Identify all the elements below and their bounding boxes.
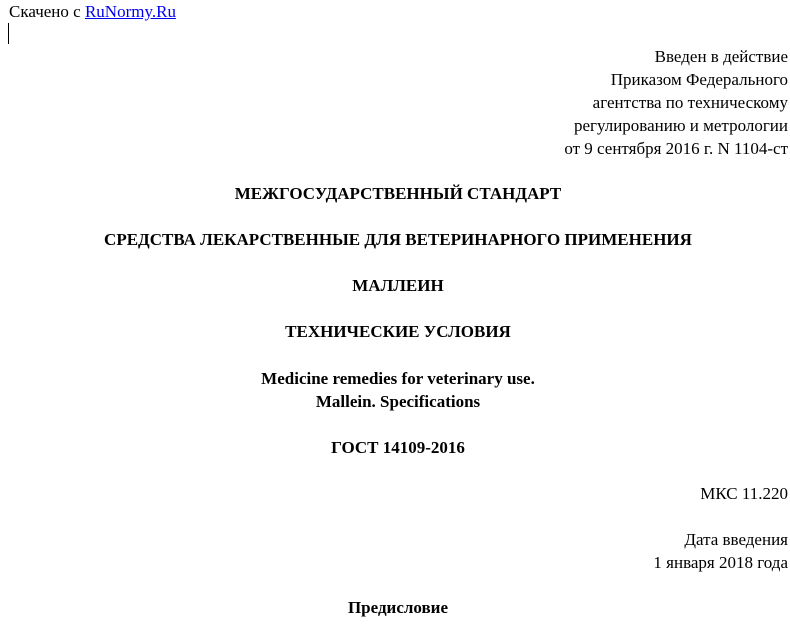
download-prefix: Скачено с: [9, 2, 81, 21]
english-title-line-2: Mallein. Specifications: [315, 392, 481, 411]
text-cursor: [8, 23, 9, 44]
approval-line-2: Приказом Федерального: [610, 70, 788, 89]
standard-type-heading: МЕЖГОСУДАРСТВЕННЫЙ СТАНДАРТ: [234, 184, 562, 203]
approval-line-3: агентства по техническому: [592, 93, 788, 112]
title-product-heading: МАЛЛЕИН: [352, 276, 444, 295]
intro-date-value: 1 января 2018 года: [653, 553, 788, 572]
approval-line-5: от 9 сентября 2016 г. N 1104-ст: [564, 139, 788, 158]
intro-date-label: Дата введения: [684, 530, 788, 549]
title-main-heading: СРЕДСТВА ЛЕКАРСТВЕННЫЕ ДЛЯ ВЕТЕРИНАРНОГО ПРИМЕНЕНИЯ: [104, 230, 692, 249]
gost-number: ГОСТ 14109-2016: [331, 438, 465, 457]
english-title-line-1: Medicine remedies for veterinary use.: [261, 369, 535, 388]
download-source-line: [9, 0, 176, 23]
title-sub-heading: ТЕХНИЧЕСКИЕ УСЛОВИЯ: [285, 322, 511, 341]
runormy-link[interactable]: RuNormy.Ru: [84, 2, 176, 21]
approval-block: [564, 45, 788, 160]
approval-line-1: Введен в действие: [654, 47, 788, 66]
approval-line-4: регулированию и метрологии: [573, 116, 788, 135]
mks-code: МКС 11.220: [700, 484, 788, 503]
intro-date-block: [653, 528, 788, 574]
foreword-heading: Предисловие: [347, 598, 449, 617]
